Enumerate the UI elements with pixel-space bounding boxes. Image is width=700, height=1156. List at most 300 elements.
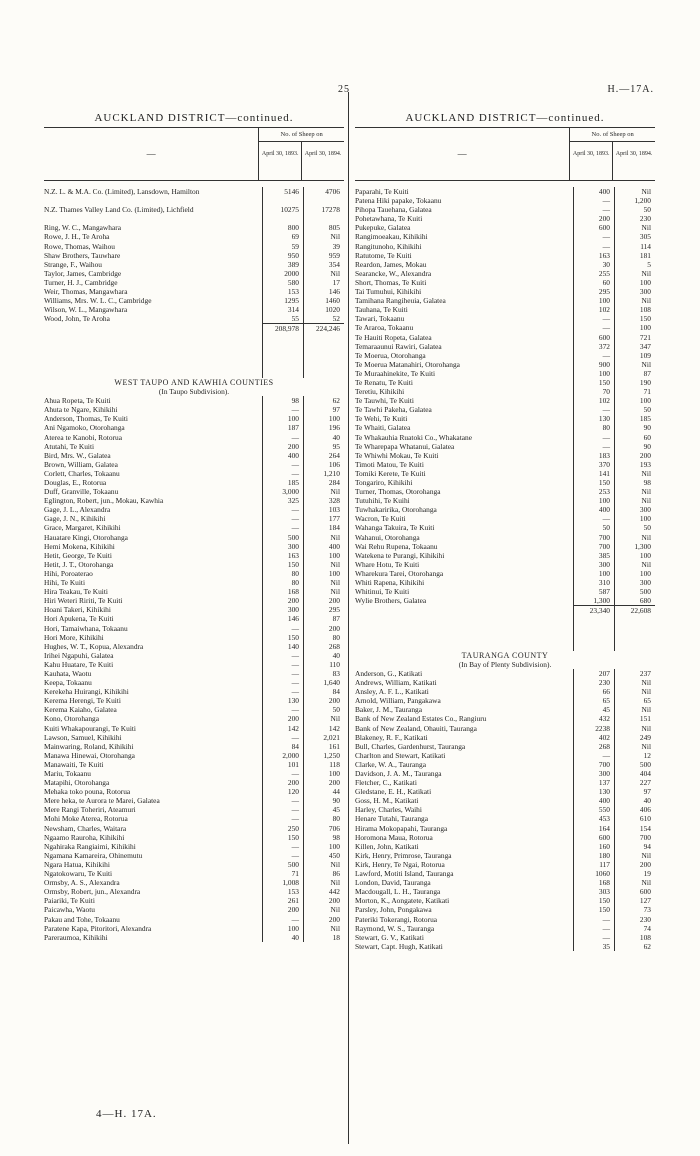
blank-row: [355, 614, 655, 623]
sheep-1893: 600: [573, 833, 614, 842]
table-row: [355, 933, 655, 942]
owner-name: Keepa, Tokaanu: [44, 678, 92, 688]
blank-cell: [262, 369, 303, 378]
sheep-1894: Nil: [614, 269, 655, 278]
sheep-1893: —: [262, 769, 303, 778]
sheep-1894: 237: [614, 669, 655, 678]
sheep-1893: 268: [573, 742, 614, 751]
sheep-1894: 90: [614, 423, 655, 432]
sheep-1894: 264: [303, 451, 344, 460]
sheep-1894: 400: [303, 542, 344, 551]
table-row: [44, 678, 344, 687]
sheep-1893: —: [573, 514, 614, 523]
table-row: [355, 269, 655, 278]
sheep-1893: 700: [573, 760, 614, 769]
owner-name: Wahanga Takuira, Te Kuiti: [355, 523, 435, 533]
owner-name: Macdougall, L. H., Tauranga: [355, 887, 441, 897]
table-row: [355, 296, 655, 305]
owner-name: Tuwhakaririka, Otorohanga: [355, 505, 437, 515]
sheep-1893: 1060: [573, 869, 614, 878]
table-row: [44, 714, 344, 723]
sheep-1893: 150: [573, 478, 614, 487]
table-row: [44, 478, 344, 487]
sheep-1894: 200: [303, 896, 344, 905]
blank-row: [44, 351, 344, 360]
sheep-1893: 100: [262, 924, 303, 933]
owner-name: Wharekura Tarei, Otorohanga: [355, 568, 444, 578]
table-row: [44, 860, 344, 869]
sheep-1894: 181: [614, 251, 655, 260]
sheep-1893: —: [262, 624, 303, 633]
table-row: [44, 523, 344, 532]
sheep-1893: —: [262, 842, 303, 851]
sheep-1893: 700: [573, 542, 614, 551]
blank-cell: [355, 614, 573, 623]
owner-name: Te Whaiti, Galatea: [355, 423, 411, 433]
owner-name: Ngahiraka Rangiaimi, Kihikihi: [44, 841, 136, 851]
table-row: [355, 542, 655, 551]
section-subheading: (In Bay of Plenty Subdivision).: [458, 659, 552, 669]
header-name-placeholder: —: [457, 149, 467, 159]
blank-cell: [262, 351, 303, 360]
table-row: [355, 769, 655, 778]
owner-name: Wylie Brothers, Galatea: [355, 596, 427, 606]
total-1893: 208,978: [262, 323, 303, 332]
owner-name: Tai Tumuhui, Kihikihi: [355, 287, 422, 297]
owner-name: Paratene Kapa, Pitoritori, Alexandra: [44, 923, 152, 933]
table-row: [355, 705, 655, 714]
owner-name: Weir, Thomas, Mangawhara: [44, 287, 128, 297]
blank-cell: [303, 360, 344, 369]
sheep-1893: 2000: [262, 269, 303, 278]
sheep-1893: 230: [573, 678, 614, 687]
table-row: [44, 442, 344, 451]
sheep-1893: 1,008: [262, 878, 303, 887]
table-row: [355, 487, 655, 496]
table-row: [355, 305, 655, 314]
owner-name: Whare Hotu, Te Kuiti: [355, 559, 420, 569]
sheep-1894: 118: [303, 760, 344, 769]
owner-name: Ormsby, A. S., Alexandra: [44, 878, 120, 888]
table-row: [355, 251, 655, 260]
table-row: [355, 805, 655, 814]
owner-name: Rowe, J. H., Te Aroha: [44, 232, 110, 242]
section-subheading: (In Taupo Subdivision).: [158, 387, 230, 397]
sheep-1893: 65: [573, 696, 614, 705]
sheep-1894: 230: [614, 915, 655, 924]
blank-cell: [262, 333, 303, 342]
table-row: [355, 833, 655, 842]
owner-name: Baker, J. M., Tauranga: [355, 705, 422, 715]
sheep-1893: 300: [262, 605, 303, 614]
sheep-1893: —: [262, 505, 303, 514]
table-row: [355, 505, 655, 514]
table-row: [44, 814, 344, 823]
table-row: [44, 751, 344, 760]
sheep-1894: Nil: [303, 860, 344, 869]
sheep-1894: 62: [614, 942, 655, 951]
blank-cell: [44, 342, 262, 351]
blank-cell: [303, 333, 344, 342]
sheep-1894: 60: [614, 433, 655, 442]
table-row: [355, 342, 655, 351]
sheep-1893: 30: [573, 260, 614, 269]
sheep-1894: 151: [614, 714, 655, 723]
table-row: [355, 560, 655, 569]
sheep-1894: 65: [614, 696, 655, 705]
sheep-1893: 180: [573, 851, 614, 860]
table-row: [355, 323, 655, 332]
sheep-1893: 101: [262, 760, 303, 769]
sheep-1894: 721: [614, 333, 655, 342]
owner-name: Killen, John, Katikati: [355, 841, 419, 851]
owner-name: Whitinui, Te Kuiti: [355, 587, 410, 597]
owner-name: Searancke, W., Alexandra: [355, 268, 432, 278]
table-row: [44, 760, 344, 769]
sheep-1894: 18: [303, 933, 344, 942]
sheep-1893: —: [262, 469, 303, 478]
blank-cell: [262, 342, 303, 351]
owner-name: Te Whakauhia Ruatoki Co., Whakatane: [355, 432, 473, 442]
owner-name: Te Tawhi Pakeha, Galatea: [355, 405, 432, 415]
owner-name: Ormsby, Robert, jun., Alexandra: [44, 887, 141, 897]
sheep-1894: Nil: [614, 687, 655, 696]
sheep-1894: 90: [614, 442, 655, 451]
owner-name: Clarke, W. A., Tauranga: [355, 759, 426, 769]
owner-name: Stewart, Capt. Hugh, Katikati: [355, 941, 443, 951]
owner-name: Raymond, W. S., Tauranga: [355, 923, 435, 933]
sheep-1893: 200: [262, 596, 303, 605]
owner-name: Ngatokowaru, Te Kuiti: [44, 869, 113, 879]
sheep-1894: 98: [303, 833, 344, 842]
sheep-1894: 100: [614, 396, 655, 405]
right-table-body: [355, 187, 655, 951]
owner-name: Kirk, Henry, Te Ngai, Rotorua: [355, 859, 445, 869]
table-row: [44, 833, 344, 842]
owner-name: Henare Tutahi, Tauranga: [355, 814, 429, 824]
table-row: [44, 896, 344, 905]
blank-cell: [44, 369, 262, 378]
table-row: [44, 305, 344, 314]
section-heading: TAURANGA COUNTY: [461, 650, 549, 660]
sheep-1893: 400: [573, 796, 614, 805]
sheep-1893: 453: [573, 814, 614, 823]
sheep-1894: Nil: [303, 587, 344, 596]
blank-cell: [573, 633, 614, 642]
sheep-1893: 80: [573, 423, 614, 432]
sheep-1894: 300: [614, 578, 655, 587]
owner-name: Ahua Ropeta, Te Kuiti: [44, 396, 111, 406]
sheep-1893: 142: [262, 724, 303, 733]
table-row: [44, 642, 344, 651]
owner-name: Ratutome, Te Kuiti: [355, 250, 412, 260]
table-row: [44, 651, 344, 660]
table-row: [44, 405, 344, 414]
sheep-1894: 40: [614, 796, 655, 805]
sheep-1893: 160: [573, 842, 614, 851]
table-row: [44, 451, 344, 460]
table-row: [44, 851, 344, 860]
sheep-1893: 372: [573, 342, 614, 351]
owner-name: Hiri Weteri Ririti, Te Kuiti: [44, 596, 123, 606]
sheep-1894: 706: [303, 824, 344, 833]
table-row: [44, 314, 344, 323]
sheep-1894: Nil: [303, 924, 344, 933]
sheep-1894: 177: [303, 514, 344, 523]
sheep-1893: 117: [573, 860, 614, 869]
table-row: [355, 842, 655, 851]
sheep-1894: 230: [614, 214, 655, 223]
owner-name: Harley, Charles, Waihi: [355, 805, 422, 815]
sheep-1893: 1,300: [573, 596, 614, 605]
sheep-1893: —: [262, 523, 303, 532]
owner-name: Corlett, Charles, Tokaanu: [44, 468, 120, 478]
sheep-1894: 86: [303, 869, 344, 878]
sheep-1894: Nil: [614, 360, 655, 369]
blank-cell: [44, 360, 262, 369]
table-row: [44, 414, 344, 423]
blank-cell: [614, 624, 655, 633]
owner-name: Arnold, William, Pangakawa: [355, 696, 441, 706]
owner-name: Timoti Matou, Te Kuiti: [355, 459, 424, 469]
total-row: [44, 323, 344, 332]
table-row: [44, 915, 344, 924]
table-row: [44, 587, 344, 596]
table-row: [44, 551, 344, 560]
table-row: [355, 587, 655, 596]
sheep-1893: 66: [573, 687, 614, 696]
owner-name: N.Z. L. & M.A. Co. (Limited), Lansdown, Hamilton: [44, 187, 200, 196]
owner-name: Te Moerua, Otorohanga: [355, 350, 426, 360]
sheep-1894: 114: [614, 242, 655, 251]
sheep-1894: 100: [614, 551, 655, 560]
table-row: [44, 687, 344, 696]
owner-name: Fletcher, C., Katikati: [355, 778, 417, 788]
sheep-1894: 150: [614, 314, 655, 323]
sheep-1894: 100: [303, 569, 344, 578]
owner-name: Hirama Mokopapahi, Tauranga: [355, 823, 448, 833]
owner-name: Ngamana Kamareira, Ohinemutu: [44, 850, 143, 860]
sheep-1893: —: [573, 442, 614, 451]
sheep-1893: 100: [573, 496, 614, 505]
total-row: [355, 605, 655, 614]
sheep-1893: 130: [573, 414, 614, 423]
sheep-1893: 163: [573, 251, 614, 260]
blank-cell: [355, 642, 573, 651]
owner-name: Paparahi, Te Kuiti: [355, 187, 409, 196]
owner-name: Pateriki Tokerangi, Rotorua: [355, 914, 438, 924]
sheep-1894: Nil: [303, 533, 344, 542]
owner-name: Manawaiti, Te Kuiti: [44, 759, 104, 769]
sheep-1893: 253: [573, 487, 614, 496]
sheep-1893: 900: [573, 360, 614, 369]
district-heading: AUCKLAND DISTRICT—continued.: [405, 112, 605, 124]
owner-name: Manawa Hinewai, Otorohanga: [44, 750, 135, 760]
sheep-1894: 1460: [303, 296, 344, 305]
sheep-1894: 959: [303, 251, 344, 260]
column-divider: [348, 92, 349, 1144]
sheep-1894: 39: [303, 242, 344, 251]
table-row: [355, 714, 655, 723]
owner-name: Kuiti Whakapourangi, Te Kuiti: [44, 723, 136, 733]
owner-name: Tongariro, Kihikihi: [355, 478, 413, 487]
sheep-1894: 146: [303, 287, 344, 296]
sheep-1893: 207: [573, 669, 614, 678]
table-row: [44, 569, 344, 578]
owner-name: Tamihana Rangiheuia, Galatea: [355, 296, 446, 306]
sheep-1893: 1295: [262, 296, 303, 305]
owner-name: Te Renatu, Te Kuiti: [355, 377, 413, 387]
sheep-1894: Nil: [614, 496, 655, 505]
sheep-1894: 100: [614, 323, 655, 332]
owner-name: Hetit, George, Te Kuiti: [44, 550, 112, 560]
left-table-body: [44, 187, 344, 942]
sheep-1893: 71: [262, 869, 303, 878]
sheep-1893: 587: [573, 587, 614, 596]
sheep-1894: 52: [303, 314, 344, 323]
owner-name: Anderson, Thomas, Te Kuiti: [44, 414, 128, 424]
sheep-1893: 580: [262, 278, 303, 287]
section-heading: WEST TAUPO AND KAWHIA COUNTIES: [114, 377, 274, 387]
sheep-1894: Nil: [614, 705, 655, 714]
owner-name: Bird, Mrs. W., Galatea: [44, 450, 111, 460]
sheep-1894: 300: [614, 505, 655, 514]
sheep-1893: 600: [573, 223, 614, 232]
table-row: [355, 742, 655, 751]
table-row: [355, 351, 655, 360]
sheep-1893: 200: [262, 442, 303, 451]
owner-name: Mehaka toko pouna, Rotorua: [44, 787, 131, 797]
sheep-1894: 700: [614, 833, 655, 842]
table-row: [355, 533, 655, 542]
table-row: [44, 878, 344, 887]
owner-name: Te Moerua Matanahiri, Otorohanga: [355, 359, 460, 369]
owner-name: Paiariki, Te Kuiti: [44, 896, 95, 906]
table-row: [44, 578, 344, 587]
sheep-1893: 70: [573, 387, 614, 396]
table-row: [355, 232, 655, 241]
sheep-1894: Nil: [614, 742, 655, 751]
blank-cell: [614, 614, 655, 623]
owner-name: Te Whiwhi Mokau, Te Kuiti: [355, 450, 439, 460]
owner-name: Te Wehi, Te Kuiti: [355, 414, 408, 424]
owner-name: Horomona Maua, Rotorua: [355, 832, 433, 842]
table-row: [355, 378, 655, 387]
sheep-1893: 300: [573, 560, 614, 569]
sheep-1893: 187: [262, 423, 303, 432]
blank-row: [355, 624, 655, 633]
owner-name: Eglington, Robert, jun., Mokau, Kawhia: [44, 496, 164, 506]
sheep-1893: 150: [573, 896, 614, 905]
sheep-1894: 17278: [303, 205, 344, 223]
sheep-1894: 295: [303, 605, 344, 614]
sheep-1894: 196: [303, 423, 344, 432]
sheep-1893: 2238: [573, 724, 614, 733]
table-row: [44, 287, 344, 296]
sheep-1894: 71: [614, 387, 655, 396]
owner-name: Wai Rehu Rupena, Tokaanu: [355, 541, 438, 551]
sheep-1894: 50: [614, 405, 655, 414]
blank-cell: [573, 614, 614, 623]
owner-name: Williams, Mrs. W. L. C., Cambridge: [44, 296, 152, 306]
owner-name: Pihopa Tauehana, Galatea: [355, 205, 432, 215]
sheep-1893: 150: [262, 560, 303, 569]
sheep-1893: 432: [573, 714, 614, 723]
sheep-1893: 310: [573, 578, 614, 587]
sheep-1893: 168: [262, 587, 303, 596]
blank-cell: [303, 369, 344, 378]
table-row: [44, 396, 344, 405]
blank-cell: [614, 633, 655, 642]
table-row: [44, 496, 344, 505]
table-row: [355, 851, 655, 860]
owner-name: Rangitunoho, Kihikihi: [355, 241, 422, 251]
owner-name: Mere Rangi Toheriri, Ateamuri: [44, 805, 136, 815]
table-row: [44, 232, 344, 241]
sheep-1894: 161: [303, 742, 344, 751]
table-row: [355, 333, 655, 342]
sheep-1894: 87: [303, 614, 344, 623]
table-row: [44, 433, 344, 442]
sheep-1894: Nil: [614, 187, 655, 196]
total-1894: 224,246: [303, 323, 344, 332]
owner-name: Tauhana, Te Kuiti: [355, 305, 408, 315]
owner-name: Taylor, James, Cambridge: [44, 268, 122, 278]
owner-name: Te Wharepapa Whatanui, Galatea: [355, 441, 455, 451]
sheep-1893: —: [262, 678, 303, 687]
sheep-1893: 389: [262, 260, 303, 269]
owner-name: Ahuta te Ngare, Kihikihi: [44, 405, 118, 415]
sheep-1894: Nil: [303, 269, 344, 278]
sheep-1894: 1,300: [614, 542, 655, 551]
sheep-1893: —: [262, 796, 303, 805]
sheep-1893: 183: [573, 451, 614, 460]
sheep-1894: 500: [614, 587, 655, 596]
table-row: [44, 251, 344, 260]
sheep-1893: —: [262, 915, 303, 924]
sheep-1894: 805: [303, 223, 344, 232]
sheep-1893: 400: [573, 187, 614, 196]
sheep-1893: 500: [262, 860, 303, 869]
sheep-1893: 500: [262, 533, 303, 542]
table-row: [355, 187, 655, 196]
table-row: [355, 896, 655, 905]
sheep-1893: 59: [262, 242, 303, 251]
owner-name: Reardon, James, Mokau: [355, 259, 427, 269]
owner-name: Turner, Thomas, Otorohanga: [355, 487, 441, 497]
table-row: [355, 860, 655, 869]
sheep-1894: 2,021: [303, 733, 344, 742]
sheep-1894: 610: [614, 814, 655, 823]
sheep-1894: 100: [303, 551, 344, 560]
table-row: [44, 423, 344, 432]
sheep-1893: 400: [262, 451, 303, 460]
header-sheep-count: No. of Sheep on: [570, 128, 655, 142]
sheep-1893: —: [262, 669, 303, 678]
sheep-1893: 69: [262, 232, 303, 241]
sheep-1894: Nil: [303, 905, 344, 914]
owner-name: Patena Hiki papake, Tokaanu: [355, 196, 442, 206]
sheep-1893: 100: [573, 369, 614, 378]
blank-row: [44, 333, 344, 342]
sheep-1894: 600: [614, 887, 655, 896]
sheep-1894: 74: [614, 924, 655, 933]
blank-cell: [44, 351, 262, 360]
owner-name: Kerekeha Huirangi, Kihikihi: [44, 687, 129, 697]
sheep-1894: 200: [303, 596, 344, 605]
table-row: [44, 260, 344, 269]
table-row: [44, 242, 344, 251]
